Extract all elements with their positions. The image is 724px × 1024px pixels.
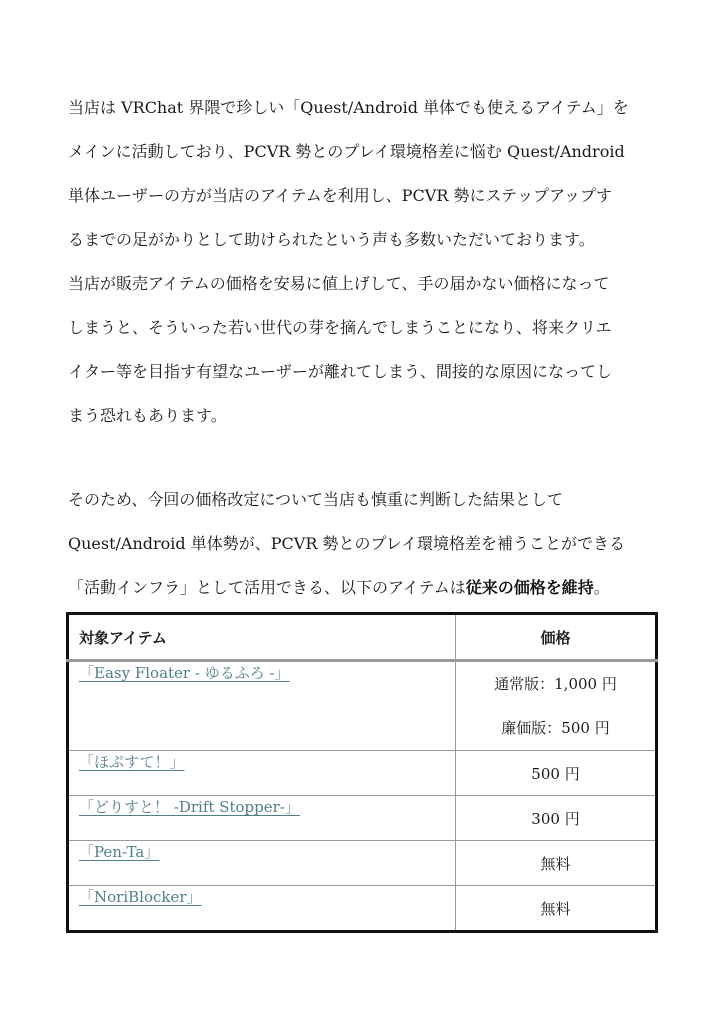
text-line: そのため、今回の価格改定について当店も慎重に判断した結果として [68,490,564,509]
item-link-drift-stopper[interactable]: 「どりすと！ -Drift Stopper-」 [79,798,300,816]
table-header-row [68,614,657,661]
table-row [68,886,657,932]
text-line: 当店は VRChat 界隈で珍しい「Quest/Android 単体でも使えるアイテム」を [68,98,629,117]
price-cell: 500 円 [456,751,657,796]
price-cell: 無料 [456,886,657,932]
price-cell: 無料 [456,841,657,886]
price-budget: 廉価版：500 円 [501,719,610,737]
text-line: るまでの足がかりとして助けられたという声も多数いただいております。 [68,230,595,249]
table-row [68,751,657,796]
header-item: 対象アイテム [68,614,456,661]
text-segment: 。 [593,578,610,597]
item-cell [68,661,456,751]
table-row [68,841,657,886]
item-link-easy-floater[interactable]: 「Easy Floater - ゆるふろ -」 [79,664,290,682]
text-line: イター等を目指す有望なユーザーが離れてしまう、間接的な原因になってし [68,362,613,381]
header-price: 価格 [456,614,657,661]
text-line: メインに活動しており、PCVR 勢とのプレイ環境格差に悩む Quest/Android [68,142,625,161]
table-row [68,796,657,841]
price-regular: 通常版：1,000 円 [494,675,617,693]
item-link-noriblocker[interactable]: 「NoriBlocker」 [79,888,202,906]
text-line: 当店が販売アイテムの価格を安易に値上げして、手の届かない価格になって [68,274,610,293]
item-cell [68,796,456,841]
price-cell: 300 円 [456,796,657,841]
decision-paragraph [68,478,668,610]
item-cell [68,841,456,886]
text-line: 単体ユーザーの方が当店のアイテムを利用し、PCVR 勢にステップアップす [68,186,613,205]
price-table [66,612,658,933]
text-segment: 「活動インフラ」として活用できる、以下のアイテムは [68,578,466,597]
intro-paragraph [68,86,668,438]
item-link-hopusute[interactable]: 「ほぷすて！」 [79,753,185,771]
item-cell [68,886,456,932]
text-line: しまうと、そういった若い世代の芽を摘んでしまうことになり、将来クリエ [68,318,612,337]
table-row [68,661,657,751]
text-line [68,566,668,610]
text-line: まう恐れもあります。 [68,406,227,425]
item-cell [68,751,456,796]
emphasis-text: 従来の価格を維持 [465,578,594,597]
text-line: Quest/Android 単体勢が、PCVR 勢とのプレイ環境格差を補うことができる [68,534,626,553]
item-link-pen-ta[interactable]: 「Pen-Ta」 [79,843,160,861]
price-cell [456,661,657,751]
